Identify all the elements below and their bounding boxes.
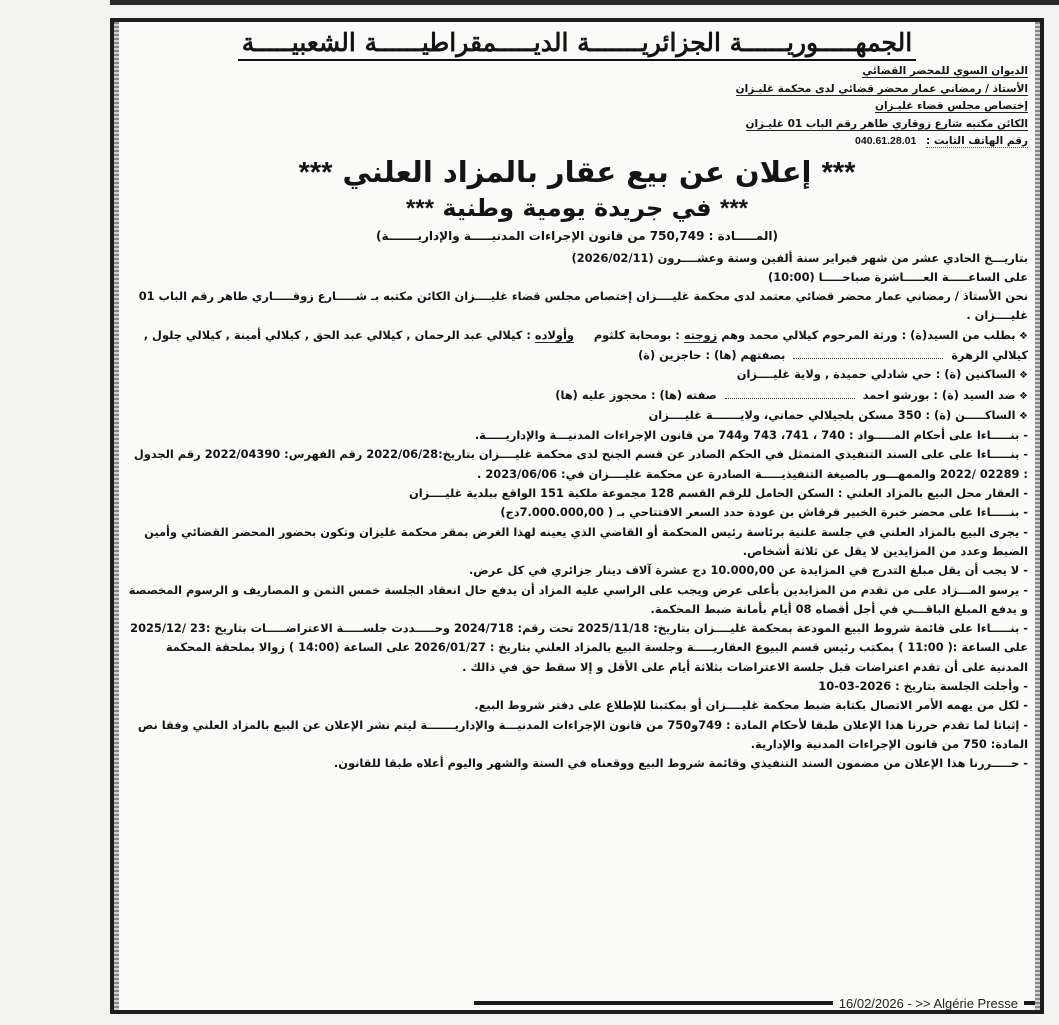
republic-heading — [126, 28, 1028, 57]
requester-capacity: بصفتهم (ها) : حاجزين (ة) — [638, 347, 786, 362]
footer-rule-end — [1024, 1001, 1040, 1005]
title-main-text: إعلان عن بيع عقار بالمزاد العلني — [342, 154, 812, 189]
title-stars-right: *** — [821, 156, 856, 189]
spouse-name: : بومحابة كلثوم — [593, 327, 680, 342]
time-line: على الساعـــــة العـــــاشرة صباحـــــا (10:00) — [768, 269, 1028, 284]
clause-item: - بنـــــاءا على على السند التنفيذي المتمثل في الحكم الصادر عن قسم الجنح لدى محكمة غليــــزان بتاريخ:2022/06/28 رقم الفهرس: 2022/04390 رقم الجدول : 02289 /2022 والممهـــور بالصيغة التنفيذيـــــة الصادرة عن محكمة غليــــزان في: 2023/06/06 . — [126, 445, 1028, 484]
phone-number: 040.61.28.01 — [855, 135, 917, 147]
source-credit: 16/02/2026 - >> Algérie Presse — [838, 995, 1018, 1011]
clause-item: - بنـــــاءا على محضر خبرة الخبير قرقاش بن عودة حدد السعر الافتتاحي بـ ( 7.000.000,00دج) — [126, 503, 1028, 522]
requester-line — [126, 326, 1028, 366]
clause-item: - حـــــررنا هذا الإعلان من مضمون السند التنفيذي وقائمة شروط البيع ووقعناه في السنة والشهر واليوم أعلاه طبقا للقانون. — [126, 754, 1028, 773]
children-names: : كيلالي عبد الرحمان , كيلالي عبد الحق , كيلالي أمينة , كيلالي جلول , كيلالي الزهرة — [143, 327, 1028, 362]
clause-item: - يجرى البيع بالمزاد العلني في جلسة علنية برئاسة رئيس المحكمة أو القاضي الذي يعينه لهذا الغرض بمقر محكمة غليزان وتكون بحضور المحضر القضائي وأمين الضبط وعدد من المزايدين لا يقل عن ثلاثة أشخاص. — [126, 523, 1028, 562]
clause-item: - العقار محل البيع بالمزاد العلني : السكن الحامل للرقم القسم 128 مجموعة ملكية 151 الواقع ببلدية غليــــزان — [126, 484, 1028, 503]
clause-item: - وأجلت الجلسة بتاريخ : 2026-03-10 — [126, 677, 1028, 696]
dotted-leader — [725, 388, 855, 399]
article-reference: (المـــــادة : 750,749 من قانون الإجراءات المدنيـــــة والإداريـــــــة) — [375, 228, 778, 243]
children-label: وأولاده — [534, 327, 574, 342]
office-line-3: إختصاص مجلس قضاء غليـزان — [875, 100, 1028, 112]
announcement-content — [126, 22, 1028, 1010]
republic-heading-text: الجمهـــــوريــــــة الجزائريـــــــة الديـــــمقراطيــــــة الشعبيـــــة — [238, 28, 916, 61]
date-line: بتاريـــخ الحادي عشر من شهر فبراير سنة ألفين وستة وعشــــرون (2026/02/11) — [571, 250, 1028, 265]
office-line-1: الديوان السوي للمحضر القضائي — [862, 65, 1028, 77]
clause-item: - لا يجب أن يقل مبلغ التدرج في المزايدة عن 10.000,00 دج عشرة آلاف دينار جزائري في كل عرض. — [126, 561, 1028, 580]
spouse-label: زوجته — [683, 327, 718, 342]
clause-item: - بنـــــاءا على قائمة شروط البيع المودعة بمحكمة غليــــزان بتاريخ: 2025/11/18 تحت رقم: 2024/718 وحـــــددت جلســـــة الاعتراضـــــات بتاريخ :23 /2025/12 على الساعة :( 11:00 ) بمكتب رئيس قسم البيوع العقاريـــــة وجلسة البيع بالمزاد العلني بتاريخ : 2026/01/27 على الساعة (14:00 ) زوالا بملحقة المحكمة المدنية على أن تقدم اعتراضات قبل جلسة الاعتراضات بثلاثة أيام على الأقل و إلا سقط حق في ذالك . — [126, 619, 1028, 677]
bailiff-office-block — [126, 63, 1028, 151]
announcement-body — [126, 249, 1028, 774]
announcement-title — [126, 155, 1028, 190]
bailiff-line: نحن الأستاذ / رمضاني عمار محضر قضائي معتمد لدى محكمة غليــــزان إختصاص مجلس قضاء غليــــزان الكائن مكتبه بـ شـــــارع زوقـــــاري طاهر رقم الباب 01 غليــــزان . — [138, 289, 1028, 323]
subtitle-stars-left: *** — [405, 194, 434, 222]
page-top-rule — [110, 0, 1059, 5]
footer-rule — [474, 1001, 833, 1005]
requester-residence: ❖ الساكنين (ة) : حي شادلي حميدة , ولاية غليــــزان — [126, 365, 1028, 385]
office-phone — [126, 133, 1028, 151]
against-capacity: صفته (ها) : محجوز عليه (ها) — [555, 387, 717, 402]
clause-item: - يرسو المـــزاد على من تقدم من المزايدين بأعلى عرض ويجب على الراسي عليه المزاد أن يدفع حال انعقاد الجلسة خمس الثمن و المصاريف و الرسوم المخصصة و يدفع المبلغ الباقـــي في أجل أقصاه 08 أيام بأمانة ضبط المحكمة. — [126, 581, 1028, 620]
source-footer — [114, 994, 1040, 1012]
against-line — [126, 386, 1028, 406]
clause-item: - لكل من يهمه الأمر الاتصال بكتابة ضبط محكمة غليــــزان أو بمكتبنا للإطلاع على دفتر شروط البيع. — [126, 696, 1028, 715]
requester-label: بطلب من السيد(ة) : ورثة المرحوم كيلالي محمد وهم — [721, 327, 1016, 342]
clause-item: - بنـــــاءا على أحكام المـــــواد : 740 ، 741، 743 و744 من قانون الإجراءات المدنيـــة والإداريـــــة. — [126, 426, 1028, 445]
against-residence: ❖ الساكـــــن (ة) : 350 مسكن بلجيلالي حماني، ولايـــــــة غليــــزان — [126, 406, 1028, 426]
clause-item: - إثباتا لما تقدم حررنا هذا الإعلان طبقا لأحكام المادة : 749و750 من قانون الإجراءات المدنيـــة والإداريـــــــة ليتم نشر الإعلان عن البيع بالمزاد العلني وفقا نص المادة: 750 من قانون الإجراءات المدنية والإدارية. — [126, 716, 1028, 755]
dotted-leader — [793, 348, 943, 359]
announcement-frame — [110, 18, 1044, 1014]
subtitle-stars-right: *** — [720, 194, 749, 222]
office-line-2: الأستاذ / رمضاني عمار محضر قضائي لدى محكمة غليـزان — [735, 82, 1028, 95]
subtitle-text: في جريدة يومية وطنية — [442, 193, 712, 222]
against-name: ضد السيد (ة) : بورشو احمد — [862, 387, 1016, 402]
announcement-subtitle — [126, 194, 1028, 223]
phone-label: رقم الهاتف الثابت : — [925, 135, 1028, 147]
title-stars-left: *** — [298, 156, 333, 189]
office-line-4: الكائن مكتبه شارع زوقاري طاهر رقم الباب 01 غليـزان — [745, 117, 1028, 130]
